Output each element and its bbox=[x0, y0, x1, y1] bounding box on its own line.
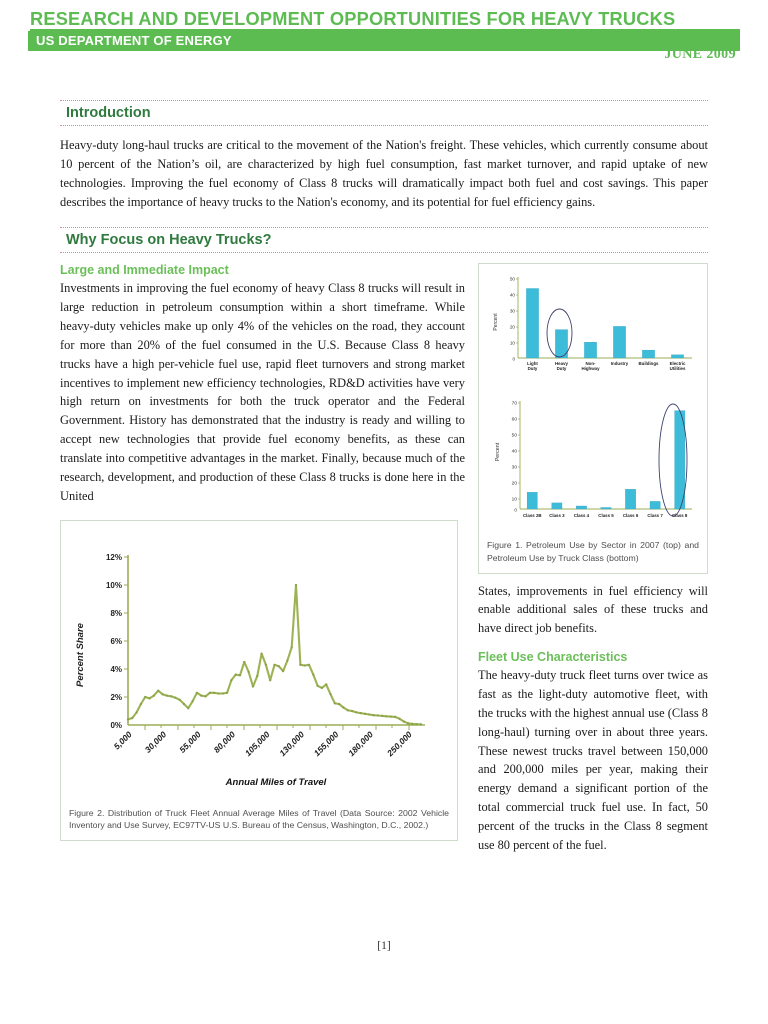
svg-text:20: 20 bbox=[511, 481, 517, 487]
figure-2-container bbox=[60, 520, 458, 841]
svg-text:Percent Share: Percent Share bbox=[75, 622, 86, 687]
svg-text:70: 70 bbox=[511, 401, 517, 407]
figure-1-caption: Figure 1. Petroleum Use by Sector in 2007 (top) and Petroleum Use by Truck Class (bottom) bbox=[487, 540, 699, 563]
svg-text:Buildings: Buildings bbox=[638, 361, 659, 367]
left-column bbox=[60, 263, 465, 840]
svg-text:Heavy: Heavy bbox=[555, 361, 568, 367]
svg-text:Class 4: Class 4 bbox=[573, 513, 590, 519]
impact-continued-paragraph: States, improvements in fuel efficiency will enable additional sales of these trucks and have direct job benefits. bbox=[478, 583, 708, 636]
svg-text:Light: Light bbox=[527, 361, 538, 367]
petroleum-use-by-truck-class-chart bbox=[487, 392, 699, 532]
subsection-heading-large-impact: Large and Immediate Impact bbox=[60, 263, 229, 278]
svg-text:12%: 12% bbox=[105, 552, 122, 562]
svg-text:Class 2B: Class 2B bbox=[523, 513, 542, 519]
petroleum-use-by-sector-chart bbox=[487, 270, 699, 388]
svg-text:80,000: 80,000 bbox=[211, 728, 238, 755]
svg-text:60: 60 bbox=[511, 417, 517, 423]
svg-text:5,000: 5,000 bbox=[111, 728, 134, 751]
svg-text:Class 8: Class 8 bbox=[672, 513, 688, 519]
figure-2-caption: Figure 2. Distribution of Truck Fleet Annual Average Miles of Travel (Data Source: 2002 Vehicle Inventory and Use Survey, EC97TV-US U.S. Bureau of the Census, Washington, D.C., 2002.) bbox=[69, 807, 449, 831]
section-heading-why-focus bbox=[60, 227, 708, 253]
svg-text:10%: 10% bbox=[105, 580, 122, 590]
document-date: JUNE 2009 bbox=[664, 47, 736, 62]
introduction-paragraph: Heavy-duty long-haul trucks are critical to the movement of the Nation's freight. These vehicles, which currently consume about 10 percent of the Nation’s oil, are characterized by high fuel consumption, fast market turnover, and rapid uptake of new technologies. Improving the fuel economy of Class 8 trucks will dramatically impact both fuel and cost savings. This paper describes the importance of heavy trucks to the Nation's economy, and its potential for fuel efficiency gains. bbox=[60, 138, 708, 209]
svg-text:20: 20 bbox=[509, 324, 515, 330]
svg-text:55,000: 55,000 bbox=[177, 728, 203, 755]
svg-text:180,000: 180,000 bbox=[346, 728, 376, 758]
truck-fleet-annual-miles-chart bbox=[69, 527, 447, 795]
svg-text:0: 0 bbox=[514, 508, 517, 514]
svg-text:130,000: 130,000 bbox=[277, 728, 307, 758]
subsection-heading-fleet-use: Fleet Use Characteristics bbox=[478, 650, 628, 665]
svg-text:Industry: Industry bbox=[610, 361, 629, 367]
svg-text:155,000: 155,000 bbox=[311, 728, 341, 758]
document-agency: US DEPARTMENT OF ENERGY bbox=[36, 33, 232, 48]
svg-text:10: 10 bbox=[509, 340, 515, 346]
svg-text:250,000: 250,000 bbox=[385, 728, 414, 758]
svg-text:10: 10 bbox=[511, 497, 517, 503]
svg-text:30: 30 bbox=[511, 465, 517, 471]
svg-text:30,000: 30,000 bbox=[142, 728, 169, 755]
svg-text:50: 50 bbox=[509, 276, 515, 282]
document-content bbox=[60, 100, 708, 1024]
fleet-use-paragraph: The heavy-duty truck fleet turns over twice as fast as the light-duty automotive fleet, with the trucks with the highest annual use (Class 8 long-haul) turning over in about three years. These newest trucks travel between 150,000 and 200,000 miles per year, making their energy demand a significant portion of the total commercial truck fuel use. In fact, 50 percent of the trucks in the Class 8 segment use 80 percent of the fuel. bbox=[478, 668, 708, 852]
svg-text:Electric: Electric bbox=[669, 361, 686, 367]
document-masthead bbox=[0, 0, 768, 88]
section-heading-introduction-label: Introduction bbox=[66, 105, 151, 121]
svg-text:Percent: Percent bbox=[493, 313, 499, 331]
section-heading-introduction bbox=[60, 100, 708, 126]
svg-text:Duty: Duty bbox=[556, 366, 567, 372]
svg-text:Non-: Non- bbox=[585, 361, 596, 367]
svg-text:0: 0 bbox=[512, 356, 515, 362]
svg-text:Percent: Percent bbox=[495, 443, 501, 462]
svg-text:50: 50 bbox=[511, 433, 517, 439]
svg-text:6%: 6% bbox=[110, 636, 122, 646]
svg-text:Utilities: Utilities bbox=[669, 366, 686, 372]
svg-text:Class 5: Class 5 bbox=[598, 513, 614, 519]
svg-text:4%: 4% bbox=[110, 664, 122, 674]
svg-text:30: 30 bbox=[509, 308, 515, 314]
svg-text:0%: 0% bbox=[110, 720, 122, 730]
svg-text:Class 3: Class 3 bbox=[549, 513, 565, 519]
page-number: [1] bbox=[377, 940, 391, 952]
svg-text:Highway: Highway bbox=[581, 366, 600, 372]
svg-text:Class 7: Class 7 bbox=[647, 513, 663, 519]
svg-text:40: 40 bbox=[511, 449, 517, 455]
section-heading-why-focus-label: Why Focus on Heavy Trucks? bbox=[66, 232, 272, 249]
document-title: RESEARCH AND DEVELOPMENT OPPORTUNITIES FOR HEAVY TRUCKS bbox=[30, 8, 676, 29]
svg-text:Duty: Duty bbox=[527, 366, 538, 372]
svg-text:8%: 8% bbox=[110, 608, 122, 618]
right-column bbox=[478, 263, 708, 854]
svg-text:40: 40 bbox=[509, 292, 515, 298]
large-impact-paragraph: Investments in improving the fuel economy of heavy Class 8 trucks will result in large reduction in petroleum consumption within a short timeframe. While heavy-duty vehicles make up only 4% of the vehicles on the road, they account for more than 20% of the fuel consumed in the U.S. Because Class 8 heavy trucks have a high per-vehicle fuel use, rapid fleet turnovers and strong market incentives to implement new efficiency technologies, RD&D activities have very high return on investments for both the truck operator and the Federal Government. History has demonstrated that the industry is ready and willing to accept new technologies that provide fuel economy benefits, as these can translate into competitive advantages in the market. Finally, because much of the research, development, and production of these Class 8 trucks is done here in the United bbox=[60, 281, 465, 503]
svg-text:Annual Miles of Travel: Annual Miles of Travel bbox=[225, 776, 327, 788]
figure-1-container bbox=[478, 263, 708, 573]
svg-text:2%: 2% bbox=[110, 692, 122, 702]
two-column-region bbox=[60, 263, 708, 1024]
svg-text:Class 6: Class 6 bbox=[622, 513, 639, 519]
svg-text:105,000: 105,000 bbox=[242, 728, 272, 758]
